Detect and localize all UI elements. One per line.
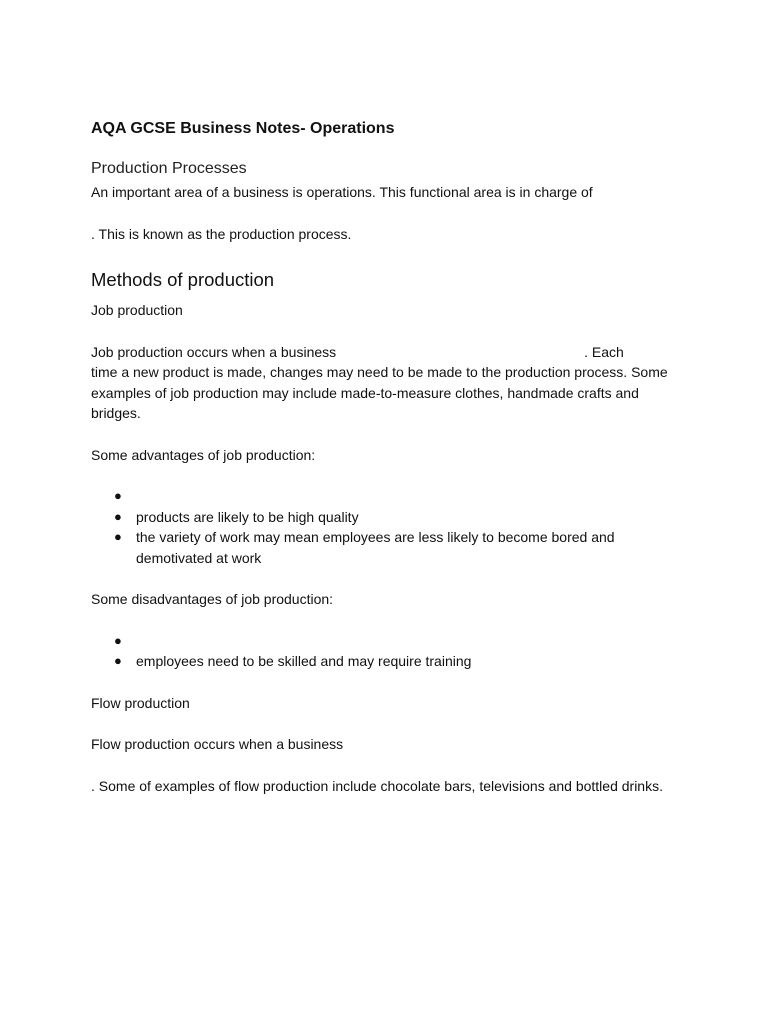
list-item: [91, 631, 681, 652]
subheading-job-production: Job production: [91, 302, 183, 318]
list-item: [91, 527, 681, 568]
section-heading-methods-of-production: Methods of production: [91, 269, 275, 290]
paragraph-flow-examples: . Some of examples of flow production include chocolate bars, televisions and bottled drinks.: [91, 777, 663, 794]
bullet-icon: ●: [114, 653, 122, 668]
bullet-icon: ●: [114, 488, 122, 503]
document-content: [91, 118, 681, 796]
paragraph-flow-intro: Flow production occurs when a business: [91, 736, 344, 752]
list-item-text: products are likely to be high quality: [136, 508, 359, 525]
paragraph-job-production: [91, 342, 681, 424]
advantages-heading: Some advantages of job production:: [91, 446, 316, 463]
disadvantages-list: [91, 631, 681, 672]
list-item: [91, 651, 681, 672]
list-item: [91, 507, 681, 528]
subheading-flow-production: Flow production: [91, 694, 190, 711]
job-intro-part2: . Each: [584, 343, 624, 360]
job-intro-part1: Job production occurs when a business: [91, 343, 337, 360]
list-item-text: employees need to be skilled and may require training: [136, 653, 472, 669]
bullet-icon: ●: [114, 508, 122, 524]
advantages-list: [91, 486, 681, 568]
list-item: [91, 486, 681, 507]
section-heading-production-processes: Production Processes: [91, 160, 247, 177]
disadvantages-heading: Some disadvantages of job production:: [91, 591, 334, 607]
paragraph-operations-intro: An important area of a business is operations. This functional area is in charge of: [91, 184, 593, 200]
bullet-icon: ●: [114, 529, 122, 544]
list-item-text: the variety of work may mean employees are less likely to become bored and demotivated at work: [136, 529, 615, 566]
job-intro-rest: time a new product is made, changes may need to be made to the production process. Some examples of job production may include made-to-measure clothes, handmade crafts and bridges.: [91, 364, 668, 421]
bullet-icon: ●: [114, 632, 122, 648]
paragraph-production-process: . This is known as the production process.: [91, 225, 352, 242]
document-title: AQA GCSE Business Notes- Operations: [91, 120, 395, 137]
